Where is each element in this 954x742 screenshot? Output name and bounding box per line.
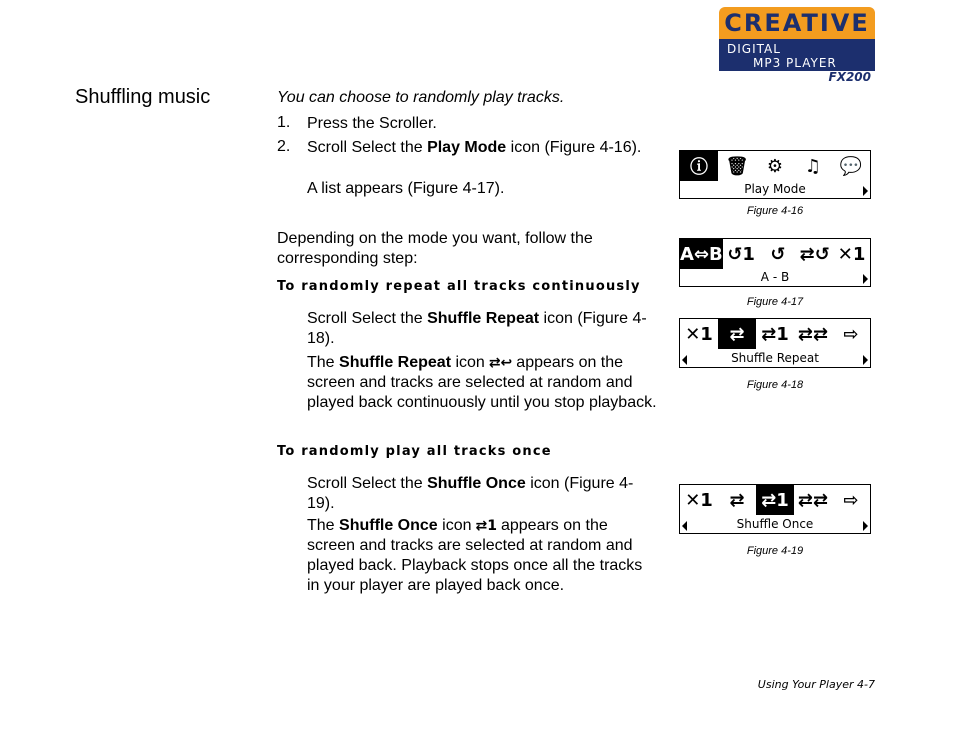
screen-mode-icon: 🗑 xyxy=(725,155,749,177)
step-2-number: 2. xyxy=(277,138,291,155)
screen-label: Shuffle Repeat xyxy=(731,351,819,365)
step-2-post: icon (Figure 4-16). xyxy=(506,139,642,156)
repeat-p1-pre: Scroll Select the xyxy=(307,310,428,327)
logo-brand-bar xyxy=(719,7,875,39)
screen-mode-icon: ⇄ xyxy=(729,489,745,511)
step-2-bold: Play Mode xyxy=(427,139,507,156)
figure-caption: Figure 4-18 xyxy=(746,379,804,391)
screen-mode-icon: ⇄1 xyxy=(761,323,789,345)
logo-model: FX200 xyxy=(828,70,871,84)
screen-icon-row xyxy=(680,151,870,181)
screen-mode-icon: ⇄1 xyxy=(756,485,794,515)
figure-screen-3 xyxy=(679,318,871,368)
repeat-p2-post: appears on the screen and tracks are selected at random and played back continuously until you stop playback. xyxy=(307,354,657,412)
logo-brand: CREATIVE xyxy=(724,9,870,37)
once-p1-bold: Shuffle Once xyxy=(427,475,526,492)
screen-icon-row xyxy=(680,485,870,515)
repeat-p2-mid: icon xyxy=(451,354,485,372)
page-footer: Using Your Player 4-7 xyxy=(757,678,875,691)
screen-icon-row xyxy=(680,319,870,349)
logo-line1: DIGITAL xyxy=(727,42,781,56)
shuffle-repeat-icon: ⇄↩ xyxy=(488,355,513,371)
right-arrow-icon xyxy=(863,355,868,365)
screen-mode-icon: ⇄⇄ xyxy=(797,323,829,345)
once-para-2 xyxy=(307,516,659,596)
screen-mode-icon: ⓘ xyxy=(680,151,718,181)
screen-mode-icon: ↺1 xyxy=(727,243,755,265)
once-p1-post: icon (Figure 4-19). xyxy=(307,475,634,512)
figure-caption: Figure 4-17 xyxy=(746,296,804,308)
screen-mode-icon: ✕1 xyxy=(837,243,866,265)
screen-mode-icon: ⇄↺ xyxy=(799,243,830,265)
figure-screen-4 xyxy=(679,484,871,534)
repeat-para-2 xyxy=(307,353,669,413)
screen-mode-icon: ♫ xyxy=(804,155,822,177)
logo-product-bar xyxy=(719,39,875,71)
screen-icon-row xyxy=(680,239,870,269)
right-arrow-icon xyxy=(863,186,868,196)
right-arrow-icon xyxy=(863,521,868,531)
screen-mode-icon: ⇄ xyxy=(718,319,756,349)
repeat-heading: To randomly repeat all tracks continuously xyxy=(277,279,641,294)
once-p2-bold: Shuffle Once xyxy=(339,517,438,535)
left-arrow-icon xyxy=(682,355,687,365)
screen-label: Shuffle Once xyxy=(736,517,814,531)
figure-caption: Figure 4-16 xyxy=(746,205,804,217)
screen-mode-icon: ✕1 xyxy=(685,489,713,511)
screen-mode-icon: 💬 xyxy=(839,155,863,177)
shuffle-once-icon: ⇄1 xyxy=(475,518,497,534)
once-p2-post: appears on the screen and tracks are selected at random and played back. Playback stops once all the tracks in your player are played back once. xyxy=(307,517,643,595)
step-2-text xyxy=(307,138,652,158)
once-p2-mid: icon xyxy=(437,517,472,535)
logo-line2: MP3 PLAYER xyxy=(753,56,837,70)
screen-mode-icon: ⇨ xyxy=(843,489,859,511)
screen-mode-icon: ↺ xyxy=(770,243,786,265)
repeat-para-1 xyxy=(307,309,669,349)
once-p2-pre: The xyxy=(307,517,340,535)
repeat-p2-pre: The xyxy=(307,354,340,372)
once-p1-pre: Scroll Select the xyxy=(307,475,428,492)
screen-mode-icon: ✕1 xyxy=(685,323,713,345)
screen-label: A - B xyxy=(760,270,790,284)
screen-mode-icon: A⇔B xyxy=(680,239,723,269)
screen-mode-icon: ⚙ xyxy=(766,155,784,177)
figure-caption: Figure 4-19 xyxy=(746,545,804,557)
screen-mode-icon: ⇄⇄ xyxy=(797,489,829,511)
repeat-p1-bold: Shuffle Repeat xyxy=(427,310,540,327)
repeat-p1-post: icon (Figure 4-18). xyxy=(307,310,647,347)
step-1-text: Press the Scroller. xyxy=(307,115,437,132)
screen-mode-icon: ⇨ xyxy=(843,323,859,345)
left-arrow-icon xyxy=(682,521,687,531)
intro-text: You can choose to randomly play tracks. xyxy=(277,89,565,106)
figure-screen-1 xyxy=(679,150,871,199)
repeat-p2-bold: Shuffle Repeat xyxy=(339,354,452,372)
screen-label: Play Mode xyxy=(744,182,806,196)
once-heading: To randomly play all tracks once xyxy=(277,444,552,459)
step-2-line2: A list appears (Figure 4-17). xyxy=(307,180,505,197)
right-arrow-icon xyxy=(863,274,868,284)
once-para-1 xyxy=(307,474,659,514)
depending-text: Depending on the mode you want, follow the corresponding step: xyxy=(277,230,593,267)
step-1-number: 1. xyxy=(277,114,291,131)
step-2-pre: Scroll Select the xyxy=(307,139,428,156)
figure-screen-2 xyxy=(679,238,871,287)
section-title: Shuffling music xyxy=(75,86,211,108)
creative-logo xyxy=(719,7,875,84)
